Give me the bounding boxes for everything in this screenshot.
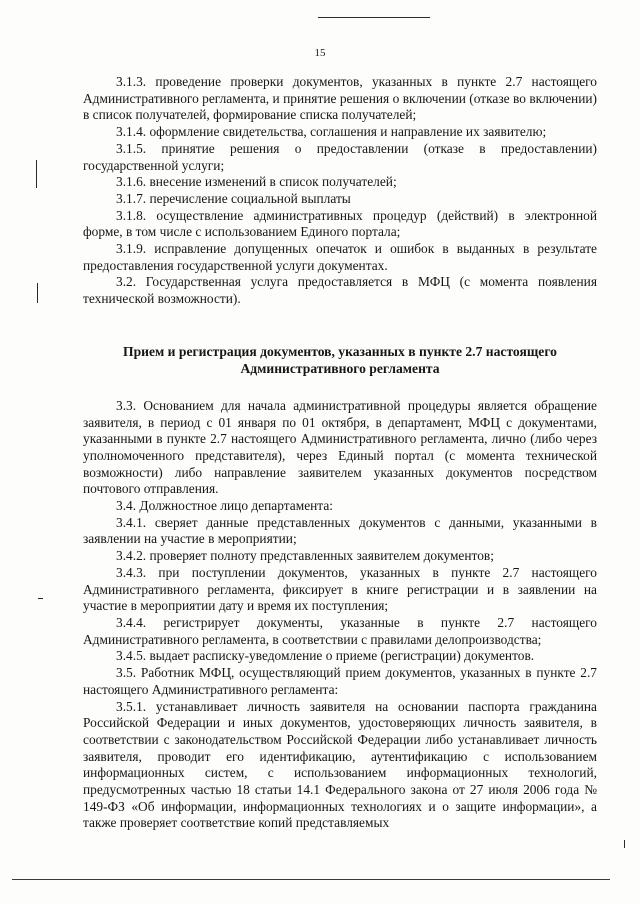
item-3-5-1: 3.5.1. устанавливает личность заявителя на основании паспорта гражданина Российской Федерации и иных документов, удостоверяющих личность заявителя, в соответствии с законодательством Российской Федерации либо устанавливает личность заявителя, проводит его идентификацию, аутентификацию с использованием информационных систем, с использованием информационных технологий, предусмотренных частью 18 статьи 14.1 Федерального закона от 27 июля 2006 года № 149-ФЗ «Об информации, информационных технологиях и о защите информации», а также проверяет соответствие копий представляемых — [83, 698, 597, 831]
scan-mark-left-3 — [38, 598, 43, 599]
page-number: 15 — [314, 47, 326, 59]
section-heading-line-1: Прием и регистрация документов, указанных в пункте 2.7 настоящего — [123, 343, 557, 359]
item-3-1-7: 3.1.7. перечисление социальной выплаты — [116, 190, 351, 206]
item-3-1-3: 3.1.3. проведение проверки документов, указанных в пункте 2.7 настоящего Административного регламента, и принятие решения о включении (отказе во включении) в список получателей, формирование списка получателей; — [83, 74, 597, 123]
scan-mark-left-2 — [37, 283, 38, 303]
item-3-2: 3.2. Государственная услуга предоставляется в МФЦ (с момента появления технической возможности). — [83, 274, 597, 307]
item-3-5: 3.5. Работник МФЦ, осуществляющий прием документов, указанных в пункте 2.7 настоящего Административного регламента: — [83, 665, 597, 697]
item-3-4-5: 3.4.5. выдает расписку-уведомление о приеме (регистрации) документов. — [116, 648, 535, 664]
item-3-1-5: 3.1.5. принятие решения о предоставлении (отказе в предоставлении) государственной услуги; — [83, 140, 597, 173]
item-3-4: 3.4. Должностное лицо департамента: — [116, 498, 333, 514]
item-3-1-8: 3.1.8. осуществление административных процедур (действий) в электронной форме, в том числе с использованием Единого портала; — [83, 207, 597, 240]
bottom-scan-edge — [12, 879, 610, 880]
document-body — [83, 74, 597, 832]
section-heading-line-2: Административного регламента — [240, 360, 440, 376]
scan-mark-right — [624, 840, 625, 848]
item-3-1-9: 3.1.9. исправление допущенных опечаток и ошибок в выданных в результате предоставления государственной услуги документах. — [83, 241, 597, 273]
item-3-3: 3.3. Основанием для начала административной процедуры является обращение заявителя, в период с 01 января по 01 октября, в департамент, МФЦ с документами, указанными в пункте 2.7 настоящего Административного регламента, лично (либо через уполномоченного представителя), через Единый портал (с момента технической возможности) либо направление заявителем указанных документов посредством почтового отправления. — [83, 397, 597, 497]
scan-mark-left-1 — [36, 160, 37, 188]
item-3-4-4: 3.4.4. регистрирует документы, указанные в пункте 2.7 настоящего Административного регламента, в соответствии с правилами делопроизводства; — [83, 614, 597, 647]
spacer — [83, 308, 597, 343]
item-3-4-2: 3.4.2. проверяет полноту представленных заявителем документов; — [116, 548, 494, 564]
item-3-4-3: 3.4.3. при поступлении документов, указанных в пункте 2.7 настоящего Административного регламента, фиксирует в книге регистрации и в заявлении на участие в мероприятии дату и время их поступления; — [83, 564, 597, 614]
spacer — [83, 377, 597, 398]
item-3-1-4: 3.1.4. оформление свидетельства, соглашения и направление их заявителю; — [116, 124, 547, 140]
scan-edge-top — [318, 17, 430, 18]
item-3-4-1: 3.4.1. сверяет данные представленных документов с данными, указанными в заявлении на участие в мероприятии; — [83, 514, 597, 547]
item-3-1-6: 3.1.6. внесение изменений в список получателей; — [116, 174, 397, 190]
